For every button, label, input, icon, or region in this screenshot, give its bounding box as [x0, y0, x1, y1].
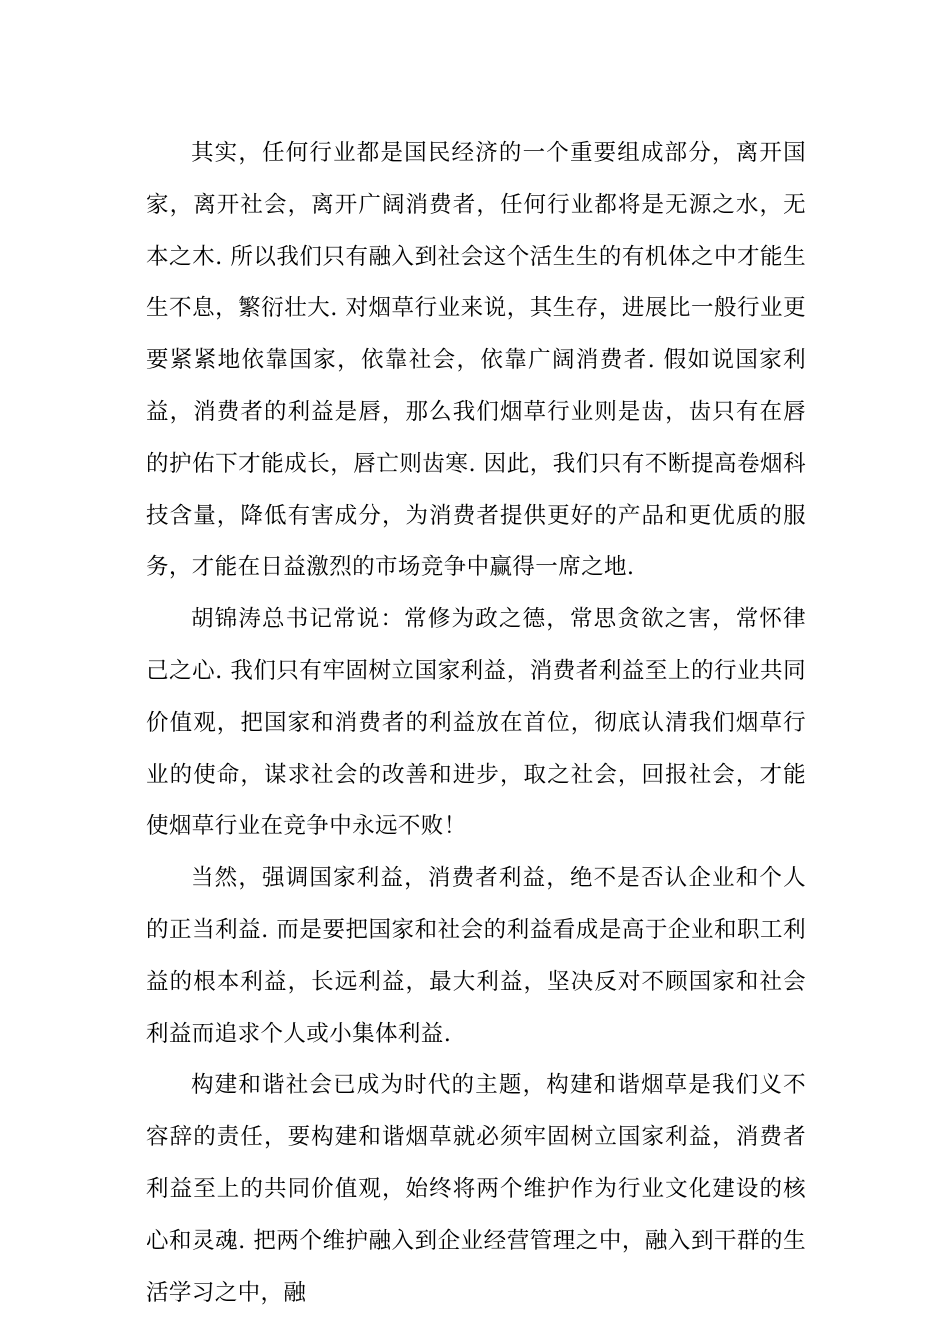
paragraph-2: 胡锦涛总书记常说：常修为政之德，常思贪欲之害，常怀律己之心. 我们只有牢固树立国家利益，消费者利益至上的行业共同价值观，把国家和消费者的利益放在首位，彻底认清我们烟草行业的使命，谋求社会的改善和进步，取之社会，回报社会，才能使烟草行业在竞争中永远不败！	[146, 606, 806, 840]
paragraph-3: 当然，强调国家利益，消费者利益，绝不是否认企业和个人的正当利益. 而是要把国家和社会的利益看成是高于企业和职工利益的根本利益，长远利益，最大利益，坚决反对不顾国家和社会利益而追求个人或小集体利益.	[146, 865, 806, 1047]
paragraph-4: 构建和谐社会已成为时代的主题，构建和谐烟草是我们义不容辞的责任，要构建和谐烟草就必须牢固树立国家利益，消费者利益至上的共同价值观，始终将两个维护作为行业文化建设的核心和灵魂. 把两个维护融入到企业经营管理之中，融入到干群的生活学习之中，融	[146, 1072, 806, 1306]
document-body	[146, 128, 806, 1319]
paragraph-1: 其实，任何行业都是国民经济的一个重要组成部分，离开国家，离开社会，离开广阔消费者，任何行业都将是无源之水，无本之木. 所以我们只有融入到社会这个活生生的有机体之中才能生生不息，繁衍壮大. 对烟草行业来说，其生存，进展比一般行业更要紧紧地依靠国家，依靠社会，依靠广阔消费者. 假如说国家利益，消费者的利益是唇，那么我们烟草行业则是齿，齿只有在唇的护佑下才能成长，唇亡则齿寒. 因此，我们只有不断提高卷烟科技含量，降低有害成分，为消费者提供更好的产品和更优质的服务，才能在日益激烈的市场竞争中赢得一席之地.	[146, 140, 806, 581]
